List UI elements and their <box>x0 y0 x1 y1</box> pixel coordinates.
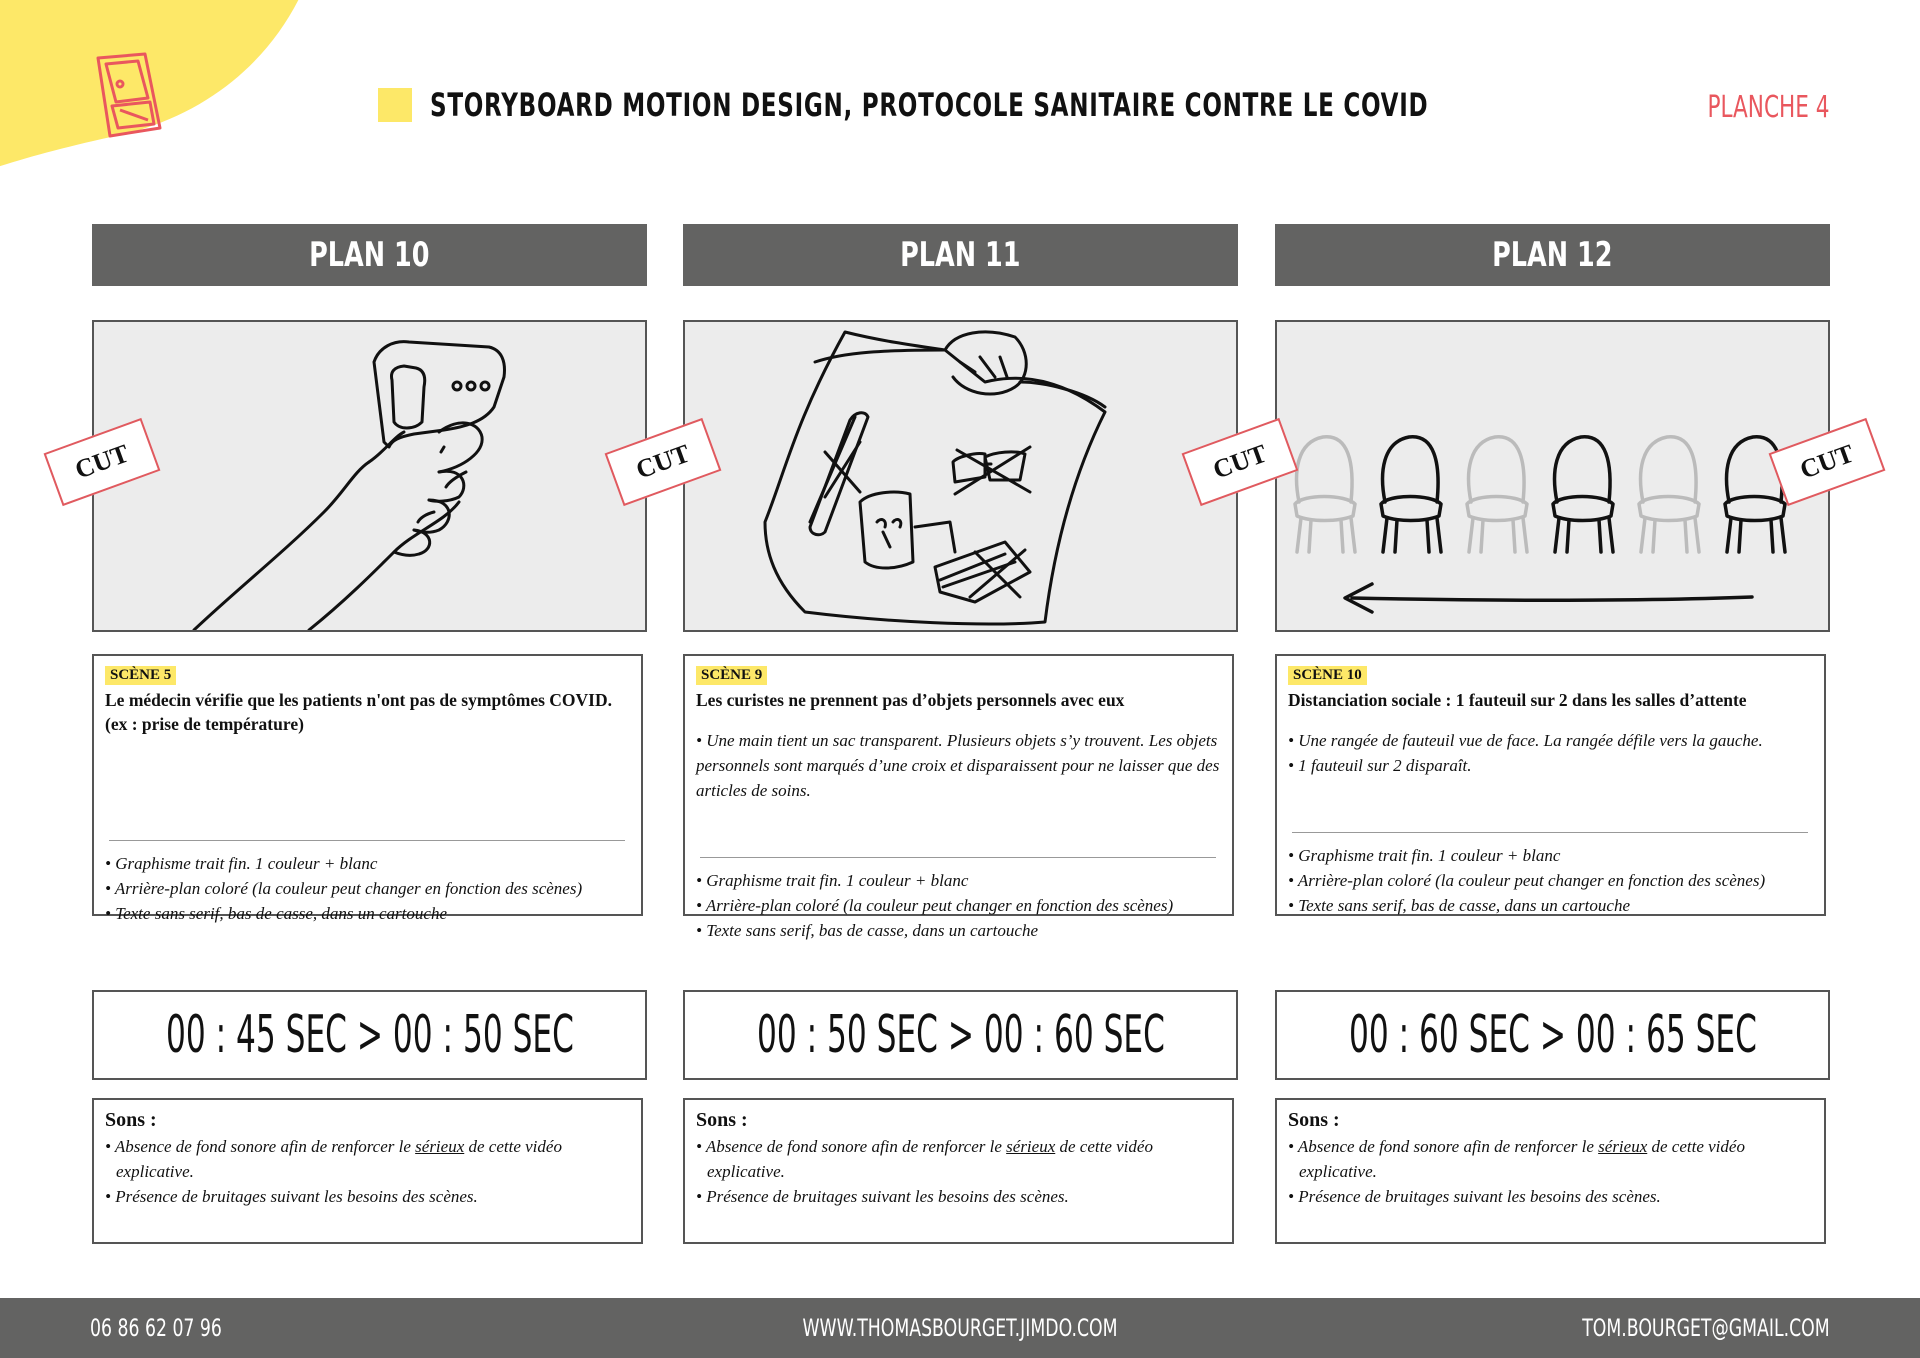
cut-label: CUT <box>1209 438 1271 485</box>
sound-title: Sons : <box>105 1109 157 1131</box>
planche-label: PLANCHE 4 <box>1707 90 1830 125</box>
scene-description <box>683 654 1234 940</box>
sound-title: Sons : <box>696 1109 748 1131</box>
sound-line: • Présence de bruitages suivant les besoins des scènes. <box>105 1187 478 1206</box>
chair-row-icon <box>1277 322 1828 630</box>
sound-notes <box>92 1098 643 1244</box>
page-header <box>378 86 1817 124</box>
thermometer-hand-icon <box>94 322 645 630</box>
sound-line: • Présence de bruitages suivant les besoins des scènes. <box>696 1187 1069 1206</box>
page-title: STORYBOARD MOTION DESIGN, PROTOCOLE SANITAIRE CONTRE LE COVID <box>430 86 1429 124</box>
footer-phone: 06 86 62 07 96 <box>90 1314 222 1342</box>
spacer <box>1288 778 1812 818</box>
sound-text: • Absence de fond sonore afin de renforcer le <box>1288 1137 1599 1156</box>
sound-text: • Absence de fond sonore afin de renforcer le <box>105 1137 416 1156</box>
cut-label: CUT <box>71 438 133 485</box>
sound-text: de cette vidéo <box>1055 1137 1153 1156</box>
style-note: • Texte sans serif, bas de casse, dans un cartouche <box>696 921 1038 940</box>
style-notes <box>696 868 1220 943</box>
style-note: • Texte sans serif, bas de casse, dans un cartouche <box>105 904 447 923</box>
sound-emphasis: sérieux <box>1006 1137 1056 1156</box>
plan-column-12 <box>1209 224 1858 1206</box>
plan-header <box>683 224 1238 286</box>
cut-label: CUT <box>1796 438 1858 485</box>
cut-label: CUT <box>632 438 694 485</box>
sound-emphasis: sérieux <box>415 1137 465 1156</box>
sound-line: • Présence de bruitages suivant les besoins des scènes. <box>1288 1187 1661 1206</box>
divider <box>1292 832 1808 833</box>
scene-title: Le médecin vérifie que les patients n'ont pas de symptômes COVID. (ex : prise de température) <box>105 690 612 734</box>
plan-label: PLAN 12 <box>1492 235 1613 275</box>
sound-line <box>1288 1134 1813 1159</box>
divider <box>700 857 1216 858</box>
plan-header <box>92 224 647 286</box>
scene-title: Distanciation sociale : 1 fauteuil sur 2 dans les salles d’attente <box>1288 690 1747 710</box>
sound-body <box>696 1134 1221 1209</box>
scene-tag: SCÈNE 9 <box>696 666 767 685</box>
footer-website-link[interactable]: WWW.THOMASBOURGET.JIMDO.COM <box>802 1314 1118 1342</box>
sound-line: explicative. <box>707 1162 785 1181</box>
sound-text: de cette vidéo <box>464 1137 562 1156</box>
action-note: • Une main tient un sac transparent. Plusieurs objets s’y trouvent. Les objets personnels sont marqués d’une croix et disparaissent pour ne laisser que des articles de soins. <box>696 731 1220 800</box>
sound-line <box>105 1134 630 1159</box>
sound-title: Sons : <box>1288 1109 1340 1131</box>
style-notes <box>1288 843 1812 918</box>
plan-header <box>1275 224 1830 286</box>
footer-email-link[interactable]: TOM.BOURGET@GMAIL.COM <box>1582 1314 1830 1342</box>
style-note: • Graphisme trait fin. 1 couleur + blanc <box>696 871 969 890</box>
plan-column-10 <box>71 224 647 1206</box>
style-note: • Graphisme trait fin. 1 couleur + blanc <box>105 854 378 873</box>
sound-notes <box>1275 1098 1826 1244</box>
timecode: 00 : 50 SEC > 00 : 60 SEC <box>756 1005 1165 1065</box>
scene-description <box>1275 654 1826 916</box>
action-notes <box>1288 728 1812 778</box>
storyboard-frame <box>1275 320 1830 632</box>
plan-column-11 <box>632 224 1238 1206</box>
sound-body <box>1288 1134 1813 1209</box>
timecode-box <box>1275 990 1830 1080</box>
sound-text: • Absence de fond sonore afin de renforcer le <box>696 1137 1007 1156</box>
timecode-box <box>683 990 1238 1080</box>
timecode-box <box>92 990 647 1080</box>
transparent-bag-icon <box>685 322 1236 630</box>
action-note: • Une rangée de fauteuil vue de face. La rangée défile vers la gauche. <box>1288 731 1763 750</box>
style-note: • Texte sans serif, bas de casse, dans un cartouche <box>1288 896 1630 915</box>
action-notes <box>696 728 1220 803</box>
scene-description <box>92 654 643 923</box>
style-note: • Arrière-plan coloré (la couleur peut changer en fonction des scènes) <box>105 879 583 898</box>
plan-label: PLAN 11 <box>900 235 1021 275</box>
style-notes <box>105 851 629 926</box>
style-note: • Arrière-plan coloré (la couleur peut changer en fonction des scènes) <box>1288 871 1766 890</box>
spacer <box>105 736 629 826</box>
title-marker <box>378 88 412 122</box>
plan-label: PLAN 10 <box>309 235 430 275</box>
sound-line: explicative. <box>116 1162 194 1181</box>
sound-line <box>696 1134 1221 1159</box>
style-note: • Graphisme trait fin. 1 couleur + blanc <box>1288 846 1561 865</box>
sound-body <box>105 1134 630 1209</box>
storyboard-frame <box>683 320 1238 632</box>
action-note: • 1 fauteuil sur 2 disparaît. <box>1288 756 1472 775</box>
storyboard-frame <box>92 320 647 632</box>
sound-emphasis: sérieux <box>1598 1137 1648 1156</box>
sound-line: explicative. <box>1299 1162 1377 1181</box>
sound-text: de cette vidéo <box>1647 1137 1745 1156</box>
timecode: 00 : 45 SEC > 00 : 50 SEC <box>165 1005 574 1065</box>
sound-notes <box>683 1098 1234 1244</box>
timecode: 00 : 60 SEC > 00 : 65 SEC <box>1348 1005 1757 1065</box>
scene-tag: SCÈNE 10 <box>1288 666 1367 685</box>
divider <box>109 840 625 841</box>
scene-tag: SCÈNE 5 <box>105 666 176 685</box>
spacer <box>696 803 1220 843</box>
scene-title: Les curistes ne prennent pas d’objets personnels avec eux <box>696 690 1125 710</box>
footer-bar <box>0 1298 1920 1358</box>
style-note: • Arrière-plan coloré (la couleur peut changer en fonction des scènes) <box>696 896 1174 915</box>
door-icon <box>90 50 170 140</box>
